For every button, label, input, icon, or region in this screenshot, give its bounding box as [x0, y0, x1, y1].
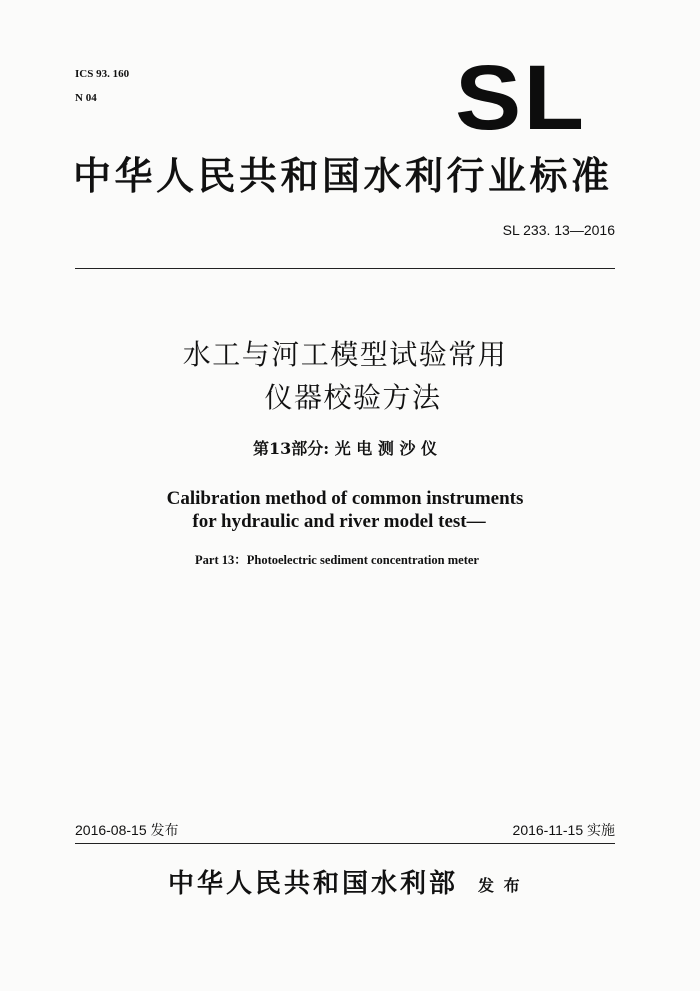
chinese-title-line-1: 水工与河工模型试验常用 — [182, 338, 508, 371]
implementation-date: 2016-11-15 实施 — [512, 822, 615, 838]
english-part-title: Part 13：Photoelectric sediment concentration meter — [195, 553, 479, 567]
bottom-divider — [75, 843, 615, 844]
english-title-line-1: Calibration method of common instruments — [166, 488, 524, 509]
chinese-part-title: 第13部分: 光 电 测 沙 仪 — [252, 439, 438, 458]
english-title-line-2: for hydraulic and river model test— — [192, 511, 486, 532]
chinese-title-line-2: 仪器校验方法 — [264, 381, 442, 414]
issue-date: 2016-08-15 发布 — [75, 822, 179, 838]
sl-logo: SL — [455, 47, 587, 149]
publisher-name: 中华人民共和国水利部 — [168, 869, 459, 899]
classification-code: N 04 — [75, 92, 97, 104]
standard-category-title: 中华人民共和国水利行业标准 — [73, 153, 613, 198]
top-divider — [75, 268, 615, 269]
ics-code: ICS 93. 160 — [75, 68, 130, 80]
standard-number: SL 233. 13—2016 — [502, 222, 615, 238]
publisher-action: 发 布 — [478, 876, 522, 895]
